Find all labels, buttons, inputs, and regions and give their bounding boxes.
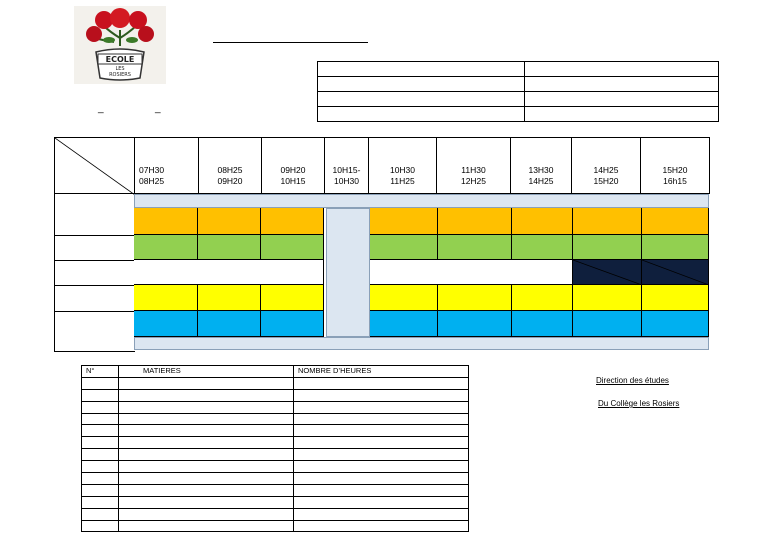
time-slot-6: 13H30 14H25 bbox=[511, 138, 572, 194]
orange-row-cell bbox=[198, 208, 261, 235]
time-slot-1: 07H30 08H25 bbox=[135, 138, 199, 194]
green-row-cell bbox=[573, 235, 642, 260]
yellow-row-cell bbox=[370, 285, 438, 311]
subject-row bbox=[82, 461, 469, 473]
time-slot-8: 15H20 16h15 bbox=[641, 138, 710, 194]
row-label-cell bbox=[54, 194, 135, 236]
subject-row bbox=[82, 401, 469, 413]
orange-row-cell bbox=[642, 208, 709, 235]
subject-row bbox=[82, 413, 469, 425]
direction-line-2: Du Collège les Rosiers bbox=[598, 399, 680, 408]
white-row-cell bbox=[261, 260, 324, 285]
subject-row bbox=[82, 377, 469, 389]
blue-row-cell bbox=[438, 311, 512, 337]
top-break-bar bbox=[134, 194, 709, 208]
green-row-cell bbox=[261, 235, 324, 260]
yellow-row-cell bbox=[261, 285, 324, 311]
subject-row bbox=[82, 425, 469, 437]
blue-row-cell bbox=[261, 311, 324, 337]
time-slot-5: 11H30 12H25 bbox=[437, 138, 511, 194]
yellow-row-cell bbox=[438, 285, 512, 311]
dash-left: _ bbox=[98, 103, 104, 114]
time-slot-7: 14H25 15H20 bbox=[572, 138, 641, 194]
time-slot-4: 10H30 11H25 bbox=[369, 138, 437, 194]
dash-right: _ bbox=[155, 103, 161, 114]
orange-row-cell bbox=[370, 208, 438, 235]
subjects-header-row bbox=[82, 366, 469, 378]
row-label-cell bbox=[54, 311, 135, 352]
header-heures: NOMBRE D’HEURES bbox=[294, 366, 469, 378]
time-slot-break: 10H15- 10H30 bbox=[325, 138, 369, 194]
subject-row bbox=[82, 496, 469, 508]
info-row bbox=[318, 107, 719, 122]
subject-row bbox=[82, 437, 469, 449]
timetable bbox=[54, 137, 709, 351]
corner-diagonal-cell bbox=[55, 138, 135, 194]
subject-row bbox=[82, 484, 469, 496]
row-label-cell bbox=[54, 260, 135, 286]
bottom-break-bar bbox=[134, 337, 709, 350]
green-row-cell bbox=[512, 235, 573, 260]
blue-row-cell bbox=[198, 311, 261, 337]
orange-row-cell bbox=[261, 208, 324, 235]
orange-row-cell bbox=[438, 208, 512, 235]
green-row-cell bbox=[198, 235, 261, 260]
info-row bbox=[318, 62, 719, 77]
yellow-row-cell bbox=[134, 285, 198, 311]
diagonal-line-icon bbox=[55, 138, 135, 195]
subject-row bbox=[82, 449, 469, 461]
header-matieres: MATIERES bbox=[119, 366, 294, 378]
timetable-header bbox=[54, 137, 710, 194]
white-row-cell bbox=[134, 260, 198, 285]
yellow-row-cell bbox=[512, 285, 573, 311]
yellow-row-cell bbox=[573, 285, 642, 311]
white-row-cell bbox=[370, 260, 438, 285]
orange-row-cell bbox=[573, 208, 642, 235]
white-row-cell bbox=[198, 260, 261, 285]
green-row-cell bbox=[438, 235, 512, 260]
white-row-cell bbox=[512, 260, 573, 285]
row-label-cell bbox=[54, 235, 135, 261]
rose-logo-icon bbox=[74, 6, 166, 84]
blue-row-cell bbox=[642, 311, 709, 337]
yellow-row-cell bbox=[642, 285, 709, 311]
blue-row-cell bbox=[134, 311, 198, 337]
time-slot-3: 09H20 10H15 bbox=[262, 138, 325, 194]
info-table bbox=[317, 61, 719, 122]
subject-row bbox=[82, 473, 469, 485]
subject-row bbox=[82, 520, 469, 532]
school-logo bbox=[74, 6, 166, 84]
yellow-row-cell bbox=[198, 285, 261, 311]
header-num: N° bbox=[82, 366, 119, 378]
info-row bbox=[318, 77, 719, 92]
green-row-cell bbox=[642, 235, 709, 260]
subject-row bbox=[82, 508, 469, 520]
direction-line-1: Direction des études bbox=[596, 376, 669, 385]
white-row-cell bbox=[438, 260, 512, 285]
orange-row-cell bbox=[134, 208, 198, 235]
green-row-cell bbox=[134, 235, 198, 260]
orange-row-cell bbox=[512, 208, 573, 235]
white-row-cell bbox=[642, 260, 709, 285]
blue-row-cell bbox=[512, 311, 573, 337]
title-underline bbox=[213, 42, 368, 43]
morning-break-block bbox=[326, 208, 370, 337]
green-row-cell bbox=[370, 235, 438, 260]
svg-text:LES: LES bbox=[115, 66, 125, 72]
info-row bbox=[318, 92, 719, 107]
white-row-cell bbox=[573, 260, 642, 285]
row-label-cell bbox=[54, 285, 135, 312]
blue-row-cell bbox=[370, 311, 438, 337]
subject-row bbox=[82, 389, 469, 401]
time-slot-2: 08H25 09H20 bbox=[199, 138, 262, 194]
subjects-table bbox=[81, 365, 469, 532]
svg-text:ROSIERS: ROSIERS bbox=[109, 72, 131, 78]
blue-row-cell bbox=[573, 311, 642, 337]
svg-text:ECOLE: ECOLE bbox=[105, 55, 135, 64]
